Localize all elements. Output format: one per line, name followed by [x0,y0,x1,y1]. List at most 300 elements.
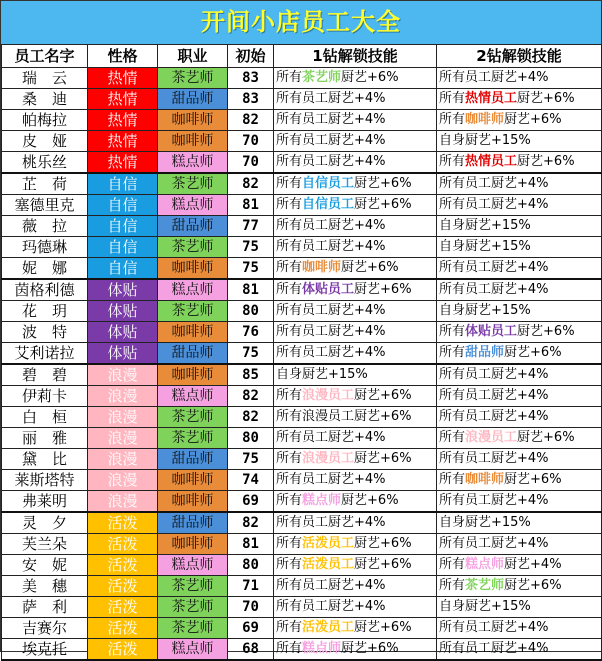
employee-job: 甜品师 [158,343,228,365]
skill-text: 所有 [439,578,466,593]
skill-highlight: 体贴员工 [465,324,518,339]
employee-initial: 69 [228,618,274,639]
skill-1-cell [274,576,437,597]
employee-personality: 浪漫 [88,491,158,513]
skill-highlight: 热情员工 [465,154,518,169]
table-row [2,322,602,343]
employee-job: 茶艺师 [158,68,228,89]
employee-job: 咖啡师 [158,322,228,343]
employee-initial: 70 [228,152,274,174]
skill-2-cell [437,68,602,89]
skill-text: 所有员工厨艺+4% [276,430,386,445]
skill-text: 厨艺+6% [354,620,412,635]
skill-text: 所有员工厨艺+4% [439,409,549,424]
skill-text: 所有员工厨艺+4% [439,451,549,466]
skill-text: 所有员工厨艺+4% [276,578,386,593]
skill-text: 厨艺+4% [504,557,562,572]
skill-2-cell [437,407,602,428]
skill-1-cell [274,131,437,152]
employee-initial: 82 [228,173,274,195]
table-row [2,237,602,258]
employee-personality: 自信 [88,195,158,216]
skill-2-cell [437,110,602,131]
skill-1-cell [274,364,437,386]
employee-personality: 热情 [88,110,158,131]
skill-highlight: 糕点师 [302,641,342,656]
table-row [2,470,602,491]
skill-2-cell [437,89,602,110]
header-personality: 性格 [88,45,158,68]
employee-job: 糕点师 [158,555,228,576]
skill-text: 厨艺+6% [354,557,412,572]
skill-text: 厨艺+6% [504,578,562,593]
skill-text: 自身厨艺+15% [439,515,531,530]
skill-2-cell [437,343,602,365]
employee-name: 安 妮 [2,555,88,576]
table-body [2,68,602,661]
skill-highlight: 咖啡师 [465,472,505,487]
employee-name: 芷 荷 [2,173,88,195]
employee-initial: 82 [228,407,274,428]
employee-job: 咖啡师 [158,364,228,386]
skill-highlight: 糕点师 [465,557,505,572]
employee-name: 帕梅拉 [2,110,88,131]
skill-text: 所有员工厨艺+4% [276,515,386,530]
skill-1-cell [274,89,437,110]
skill-text: 所有员工厨艺+4% [276,218,386,233]
header-job: 职业 [158,45,228,68]
employee-job: 咖啡师 [158,470,228,491]
skill-highlight: 自信员工 [302,197,355,212]
header-name: 员工名字 [2,45,88,68]
skill-text: 所有 [439,557,466,572]
skill-1-cell [274,407,437,428]
employee-initial: 80 [228,301,274,322]
skill-text: 所有员工厨艺+4% [439,367,549,382]
employee-job: 甜品师 [158,216,228,237]
employee-name: 萨 利 [2,597,88,618]
table-row [2,173,602,195]
skill-highlight: 咖啡师 [465,112,505,127]
skill-2-cell [437,449,602,470]
employee-name: 美 穗 [2,576,88,597]
skill-1-cell [274,279,437,301]
skill-1-cell [274,195,437,216]
skill-2-cell [437,258,602,280]
employee-personality: 热情 [88,89,158,110]
skill-text: 所有员工厨艺+4% [276,324,386,339]
employee-name: 妮 娜 [2,258,88,280]
skill-1-cell [274,470,437,491]
employee-name: 伊莉卡 [2,386,88,407]
skill-highlight: 浪漫员工 [302,388,355,403]
employee-name: 花 玥 [2,301,88,322]
skill-text: 所有员工厨艺+4% [439,176,549,191]
skill-text: 所有 [276,197,303,212]
skill-text: 所有员工厨艺+4% [276,112,386,127]
employee-job: 咖啡师 [158,131,228,152]
skill-text: 厨艺+6% [341,493,399,508]
skill-text: 所有员工厨艺+4% [276,91,386,106]
skill-text: 所有 [439,154,466,169]
header-skill-1: 1钻解锁技能 [274,45,437,68]
header-row [2,45,602,68]
skill-text: 所有 [276,451,303,466]
table-row [2,618,602,639]
table-row [2,512,602,534]
employee-job: 茶艺师 [158,618,228,639]
employee-initial: 76 [228,322,274,343]
skill-1-cell [274,639,437,661]
employee-initial: 82 [228,386,274,407]
employee-initial: 81 [228,534,274,555]
skill-highlight: 体贴员工 [302,282,355,297]
skill-1-cell [274,301,437,322]
employee-job: 咖啡师 [158,258,228,280]
skill-1-cell [274,534,437,555]
employee-initial: 75 [228,258,274,280]
skill-text: 厨艺+6% [504,112,562,127]
skill-1-cell [274,428,437,449]
skill-2-cell [437,491,602,513]
table-row [2,534,602,555]
skill-text: 厨艺+6% [341,70,399,85]
skill-1-cell [274,386,437,407]
skill-text: 所有 [276,176,303,191]
skill-1-cell [274,110,437,131]
skill-highlight: 活泼员工 [302,620,355,635]
employee-initial: 83 [228,68,274,89]
skill-1-cell [274,343,437,365]
skill-2-cell [437,322,602,343]
skill-1-cell [274,216,437,237]
skill-highlight: 活泼员工 [302,557,355,572]
skill-text: 自身厨艺+15% [439,239,531,254]
employee-personality: 浪漫 [88,449,158,470]
skill-text: 所有 [439,430,466,445]
employee-initial: 82 [228,110,274,131]
skill-text: 所有 [439,472,466,487]
employee-initial: 81 [228,195,274,216]
skill-1-cell [274,491,437,513]
skill-text: 自身厨艺+15% [276,367,368,382]
skill-highlight: 咖啡师 [302,260,342,275]
table-row [2,301,602,322]
employee-initial: 82 [228,512,274,534]
table-row [2,131,602,152]
skill-1-cell [274,237,437,258]
skill-text: 所有员工厨艺+4% [439,536,549,551]
skill-text: 自身厨艺+15% [439,599,531,614]
skill-highlight: 茶艺师 [465,578,505,593]
employee-initial: 77 [228,216,274,237]
employee-personality: 热情 [88,152,158,174]
skill-highlight: 甜品师 [465,345,505,360]
employee-name: 黛 比 [2,449,88,470]
employee-job: 甜品师 [158,512,228,534]
skill-text: 厨艺+6% [504,345,562,360]
skill-text: 厨艺+6% [341,641,399,656]
skill-text: 厨艺+6% [517,91,575,106]
table-row [2,555,602,576]
employee-personality: 体贴 [88,301,158,322]
skill-2-cell [437,512,602,534]
table-row [2,89,602,110]
employee-job: 糕点师 [158,639,228,661]
employee-personality: 浪漫 [88,407,158,428]
skill-1-cell [274,258,437,280]
skill-2-cell [437,618,602,639]
skill-text: 所有 [276,620,303,635]
skill-2-cell [437,470,602,491]
employee-job: 糕点师 [158,195,228,216]
skill-text: 所有 [439,345,466,360]
employee-job: 茶艺师 [158,597,228,618]
employee-name: 瑞 云 [2,68,88,89]
employee-job: 糕点师 [158,386,228,407]
employee-name: 薇 拉 [2,216,88,237]
header-initial: 初始 [228,45,274,68]
skill-highlight: 浪漫员工 [302,451,355,466]
employee-personality: 自信 [88,173,158,195]
skill-text: 所有员工厨艺+4% [276,599,386,614]
employee-name: 白 桓 [2,407,88,428]
skill-text: 厨艺+6% [354,388,412,403]
skill-text: 厨艺+6% [354,282,412,297]
table-row [2,386,602,407]
table-row [2,597,602,618]
skill-1-cell [274,322,437,343]
employee-initial: 71 [228,576,274,597]
skill-2-cell [437,534,602,555]
header-skill-2: 2钻解锁技能 [437,45,602,68]
skill-text: 厨艺+6% [517,154,575,169]
employee-job: 茶艺师 [158,407,228,428]
skill-highlight: 茶艺师 [302,70,342,85]
skill-1-cell [274,152,437,174]
employee-personality: 浪漫 [88,428,158,449]
employee-personality: 浪漫 [88,386,158,407]
employee-name: 芙兰朵 [2,534,88,555]
employee-initial: 81 [228,279,274,301]
skill-highlight: 浪漫员工 [465,430,518,445]
employee-personality: 活泼 [88,534,158,555]
skill-highlight: 自信员工 [302,176,355,191]
skill-text: 厨艺+6% [354,536,412,551]
employee-personality: 活泼 [88,597,158,618]
table-row [2,407,602,428]
employee-initial: 75 [228,237,274,258]
skill-text: 所有 [276,260,303,275]
skill-text: 所有 [439,112,466,127]
employee-personality: 活泼 [88,512,158,534]
table-row [2,152,602,174]
employee-job: 茶艺师 [158,301,228,322]
employee-job: 茶艺师 [158,576,228,597]
employee-name: 丽 雅 [2,428,88,449]
employee-initial: 80 [228,428,274,449]
skill-2-cell [437,386,602,407]
skill-text: 所有浪漫员工厨艺+6% [276,409,412,424]
employee-initial: 75 [228,449,274,470]
skill-text: 自身厨艺+15% [439,133,531,148]
skill-2-cell [437,555,602,576]
skill-1-cell [274,449,437,470]
sheet-title: 开间小店员工大全 [1,1,601,44]
table-row [2,195,602,216]
employee-personality: 体贴 [88,279,158,301]
table-row [2,279,602,301]
employee-job: 咖啡师 [158,491,228,513]
skill-text: 所有 [276,641,303,656]
skill-text: 所有员工厨艺+4% [439,620,549,635]
employee-name: 桃乐丝 [2,152,88,174]
employee-name: 艾利诺拉 [2,343,88,365]
employee-initial: 69 [228,491,274,513]
employee-personality: 活泼 [88,576,158,597]
employee-name: 吉赛尔 [2,618,88,639]
skill-2-cell [437,279,602,301]
skill-text: 所有员工厨艺+4% [276,345,386,360]
skill-2-cell [437,364,602,386]
employee-initial: 75 [228,343,274,365]
skill-1-cell [274,597,437,618]
skill-text: 所有 [276,70,303,85]
skill-1-cell [274,555,437,576]
skill-text: 所有 [439,91,466,106]
skill-text: 自身厨艺+15% [439,218,531,233]
employee-job: 茶艺师 [158,173,228,195]
table-row [2,110,602,131]
employee-job: 咖啡师 [158,110,228,131]
skill-text: 厨艺+6% [504,472,562,487]
employee-personality: 体贴 [88,343,158,365]
employee-initial: 68 [228,639,274,661]
skill-text: 所有 [276,536,303,551]
employee-name: 埃克托 [2,639,88,661]
employee-name: 波 特 [2,322,88,343]
employee-job: 甜品师 [158,89,228,110]
employee-personality: 浪漫 [88,364,158,386]
employee-personality: 自信 [88,237,158,258]
skill-2-cell [437,639,602,661]
skill-text: 厨艺+6% [517,324,575,339]
skill-text: 厨艺+6% [354,176,412,191]
employee-name: 茵格利德 [2,279,88,301]
table-row [2,216,602,237]
employee-name: 皮 娅 [2,131,88,152]
skill-text: 自身厨艺+15% [439,303,531,318]
table-row [2,343,602,365]
skill-text: 所有 [276,282,303,297]
employee-job: 咖啡师 [158,534,228,555]
employee-name: 碧 碧 [2,364,88,386]
employee-name: 莱斯塔特 [2,470,88,491]
skill-text: 所有员工厨艺+4% [276,133,386,148]
employee-personality: 活泼 [88,618,158,639]
table-row [2,449,602,470]
skill-text: 所有员工厨艺+4% [439,70,549,85]
skill-highlight: 活泼员工 [302,536,355,551]
skill-2-cell [437,301,602,322]
employee-initial: 83 [228,89,274,110]
skill-text: 所有员工厨艺+4% [439,641,549,656]
skill-text: 所有 [439,324,466,339]
skill-text: 所有员工厨艺+4% [439,260,549,275]
table-row [2,639,602,661]
skill-2-cell [437,216,602,237]
skill-text: 所有员工厨艺+4% [439,282,549,297]
skill-2-cell [437,173,602,195]
employee-personality: 浪漫 [88,470,158,491]
skill-text: 所有员工厨艺+4% [276,154,386,169]
employee-name: 灵 夕 [2,512,88,534]
employee-personality: 自信 [88,258,158,280]
employee-initial: 85 [228,364,274,386]
skill-text: 所有 [276,493,303,508]
skill-highlight: 热情员工 [465,91,518,106]
skill-text: 厨艺+6% [341,260,399,275]
table-row [2,491,602,513]
skill-highlight: 糕点师 [302,493,342,508]
employee-name: 弗莱明 [2,491,88,513]
employee-job: 茶艺师 [158,237,228,258]
employee-personality: 热情 [88,131,158,152]
skill-text: 所有 [276,388,303,403]
skill-2-cell [437,131,602,152]
employee-name: 桑 迪 [2,89,88,110]
employee-initial: 70 [228,597,274,618]
skill-2-cell [437,428,602,449]
skill-text: 厨艺+6% [517,430,575,445]
table-row [2,364,602,386]
employee-personality: 活泼 [88,555,158,576]
skill-1-cell [274,68,437,89]
employee-job: 糕点师 [158,152,228,174]
table-row [2,428,602,449]
employee-table [1,44,602,661]
skill-text: 所有员工厨艺+4% [276,239,386,254]
skill-text: 所有 [276,557,303,572]
skill-2-cell [437,576,602,597]
skill-2-cell [437,237,602,258]
employee-job: 甜品师 [158,449,228,470]
skill-2-cell [437,195,602,216]
skill-text: 所有员工厨艺+4% [439,388,549,403]
skill-2-cell [437,597,602,618]
table-row [2,258,602,280]
skill-2-cell [437,152,602,174]
employee-personality: 活泼 [88,639,158,661]
skill-text: 厨艺+6% [354,451,412,466]
skill-text: 所有员工厨艺+4% [439,197,549,212]
employee-initial: 74 [228,470,274,491]
employee-personality: 体贴 [88,322,158,343]
skill-1-cell [274,512,437,534]
employee-name: 塞德里克 [2,195,88,216]
skill-text: 所有员工厨艺+4% [439,493,549,508]
employee-personality: 自信 [88,216,158,237]
skill-text: 所有员工厨艺+4% [276,303,386,318]
employee-name: 玛德琳 [2,237,88,258]
employee-initial: 70 [228,131,274,152]
employee-job: 糕点师 [158,279,228,301]
table-row [2,576,602,597]
skill-text: 所有员工厨艺+4% [276,472,386,487]
table-row [2,68,602,89]
skill-text: 厨艺+6% [354,197,412,212]
skill-1-cell [274,173,437,195]
